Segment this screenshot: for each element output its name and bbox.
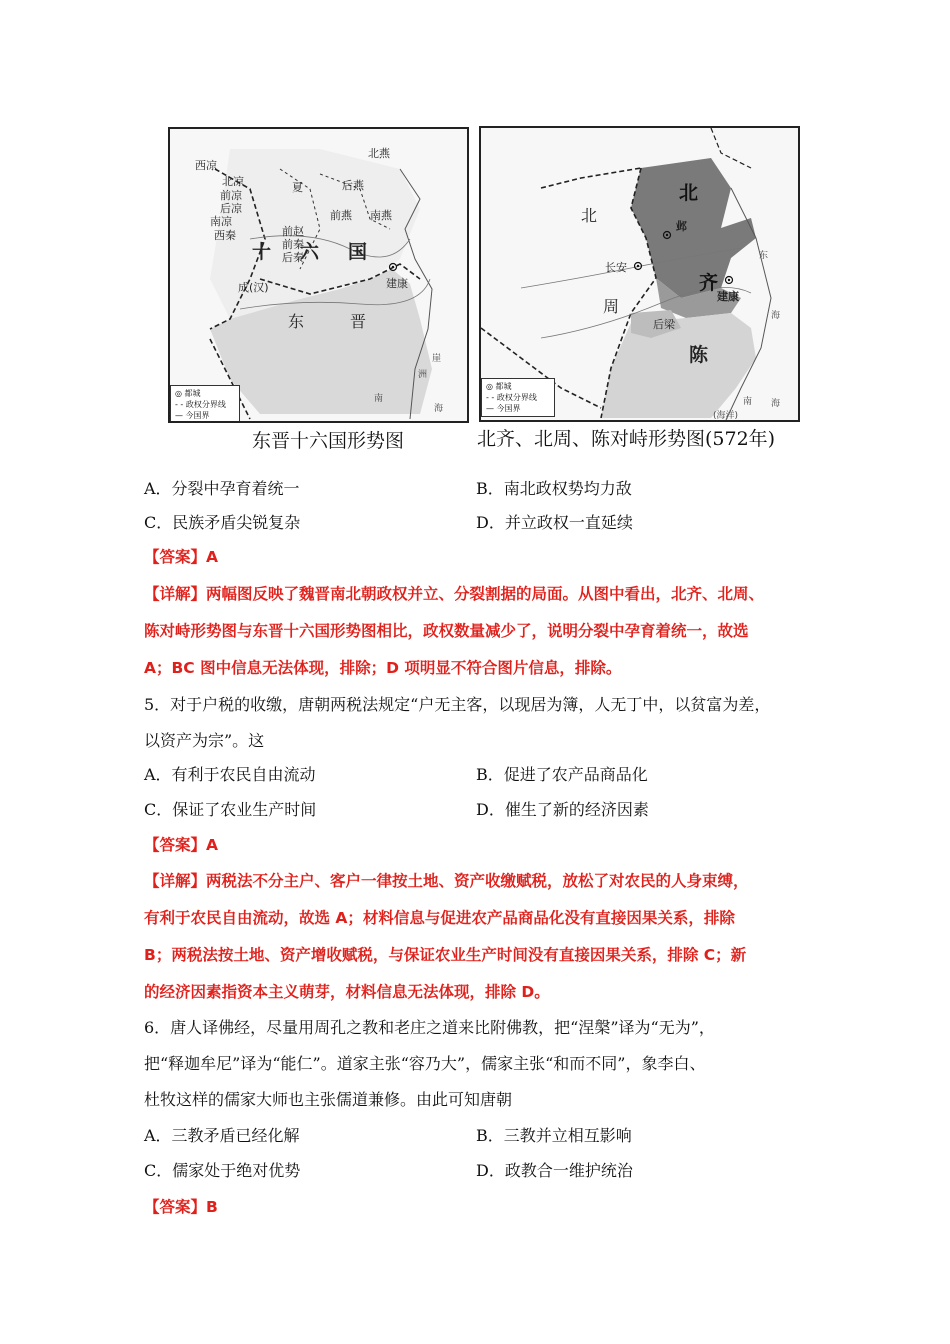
map-label-nan-right: 南 [743, 397, 753, 407]
map-label-qianqin: 前秦 [282, 238, 304, 251]
q5-stem-line-1: 5．对于户税的收缴，唐朝两税法规定“户无主客，以现居为簿，人无丁中，以贫富为差， [144, 695, 771, 714]
map-label-houliang: 后凉 [220, 202, 242, 215]
q5-detail-line-1: 【详解】两税法不分主户、客户一律按土地、资产收缴赋税，放松了对农民的人身束缚， [144, 872, 749, 890]
map-caption-left: 东晋十六国形势图 [252, 430, 405, 452]
map-label-xiliang: 西凉 [195, 159, 217, 172]
map-label-xiqin: 西秦 [214, 229, 236, 242]
q4-answer [144, 546, 218, 568]
q5-option-d: D．催生了新的经济因素 [476, 800, 649, 819]
map-label-dong-right: 东 [759, 251, 769, 261]
q5-answer-value: A [206, 836, 219, 854]
q5-option-c: C．保证了农业生产时间 [144, 800, 317, 819]
q4-answer-tag: 【答案】 [144, 548, 207, 566]
map-label-beiliang: 北凉 [222, 175, 244, 188]
q6-stem-line-1: 6．唐人译佛经，尽量用周孔之教和老庄之道来比附佛教，把“涅槃”译为“无为”， [144, 1018, 715, 1037]
map-label-hai-right: 海 [771, 311, 781, 321]
map-label-beiyan: 北燕 [368, 147, 390, 160]
map-label-shiliuguo-1: 十 [252, 241, 272, 263]
q4-answer-value: A [206, 548, 219, 566]
q4-option-c: C．民族矛盾尖锐复杂 [144, 513, 301, 532]
q5-detail-line-2: 有利于农民自由流动，故选 A；材料信息与促进农产品商品化没有直接因果关系，排除 [144, 909, 735, 927]
map-label-dong: 东 [288, 312, 305, 331]
map-label-beizhou-2: 周 [603, 297, 620, 316]
q5-option-b: B．促进了农产品商品化 [476, 765, 648, 784]
q6-answer-tag: 【答案】 [144, 1198, 207, 1216]
map-label-houyan: 后燕 [342, 179, 364, 192]
map-label-jiankang-right: 建康 [717, 290, 739, 303]
map-label-beiqi-2: 齐 [699, 272, 719, 294]
map-label-changan: 长安 [605, 261, 627, 274]
map-qi-zhou-chen-shapes [481, 128, 798, 420]
q6-option-c: C．儒家处于绝对优势 [144, 1161, 301, 1180]
q6-stem-line-2: 把“释迦牟尼”译为“能仁”。道家主张“容乃大”，儒家主张“和而不同”，象李白、 [144, 1054, 706, 1073]
map-qi-zhou-chen [479, 126, 800, 422]
map-label-shiliuguo-2: 六 [300, 241, 320, 263]
map-label-ye: 邺 [676, 220, 687, 233]
map-label-haiyang: (海洋) [713, 411, 739, 421]
map-label-hai: 海 [434, 404, 444, 414]
map-label-nanyan: 南燕 [370, 209, 392, 222]
map-label-nan: 南 [374, 394, 384, 404]
map-label-houqin: 后秦 [282, 251, 304, 264]
q4-option-d: D．并立政权一直延续 [476, 513, 633, 532]
map-label-qianliang: 前凉 [220, 189, 242, 202]
q5-stem-line-2: 以资产为宗”。这 [144, 731, 265, 750]
q5-answer-tag: 【答案】 [144, 836, 207, 854]
map-label-jin: 晋 [350, 312, 367, 331]
q6-option-d: D．政教合一维护统治 [476, 1161, 633, 1180]
map-label-shiliuguo-3: 国 [348, 241, 368, 263]
q4-option-b: B．南北政权势均力敌 [476, 479, 632, 498]
map-label-xia: 夏 [292, 181, 303, 194]
map-label-beizhou-1: 北 [581, 206, 598, 225]
map-label-qianzhao: 前赵 [282, 225, 304, 238]
map-label-hai2-right: 海 [771, 399, 781, 409]
q5-answer [144, 834, 218, 856]
map-eastern-jin [168, 127, 469, 423]
q5-detail-line-4: 的经济因素指资本主义萌芽，材料信息无法体现，排除 D。 [144, 983, 550, 1001]
q5-option-a: A．有利于农民自由流动 [144, 765, 316, 784]
map-label-ya: 崖 [432, 354, 442, 364]
q4-detail-line-2: 陈对峙形势图与东晋十六国形势图相比，政权数量减少了，说明分裂中孕育着统一，故选 [144, 622, 749, 640]
map-label-chen: 陈 [689, 344, 709, 366]
q6-option-b: B．三教并立相互影响 [476, 1126, 632, 1145]
map-label-jiankang: 建康 [386, 277, 408, 290]
map-label-zhou: 洲 [418, 370, 428, 380]
map-label-beiqi-1: 北 [679, 182, 699, 204]
map-caption-right: 北齐、北周、陈对峙形势图(572年) [477, 428, 776, 450]
map-label-cheng: 成(汉) [238, 281, 269, 294]
q6-answer [144, 1196, 218, 1218]
map-legend: ◎ 都城 - - 政权分界线 — 今国界 [170, 385, 240, 423]
q4-option-a: A．分裂中孕育着统一 [144, 479, 300, 498]
map-label-qianyan: 前燕 [330, 209, 352, 222]
q5-detail-line-3: B；两税法按土地、资产增收赋税，与保证农业生产时间没有直接因果关系，排除 C；新 [144, 946, 747, 964]
map-label-houliang-right: 后梁 [653, 318, 675, 331]
q6-answer-value: B [206, 1198, 218, 1216]
q4-detail-line-1: 【详解】两幅图反映了魏晋南北朝政权并立、分裂割据的局面。从图中看出，北齐、北周、 [144, 585, 765, 603]
q6-stem-line-3: 杜牧这样的儒家大师也主张儒道兼修。由此可知唐朝 [144, 1090, 513, 1109]
q4-detail-line-3: A；BC 图中信息无法体现，排除；D 项明显不符合图片信息，排除。 [144, 659, 622, 677]
map-legend-right: ◎ 都城 - - 政权分界线 — 今国界 [481, 378, 555, 417]
q6-option-a: A．三教矛盾已经化解 [144, 1126, 300, 1145]
map-label-nanliang: 南凉 [210, 215, 232, 228]
